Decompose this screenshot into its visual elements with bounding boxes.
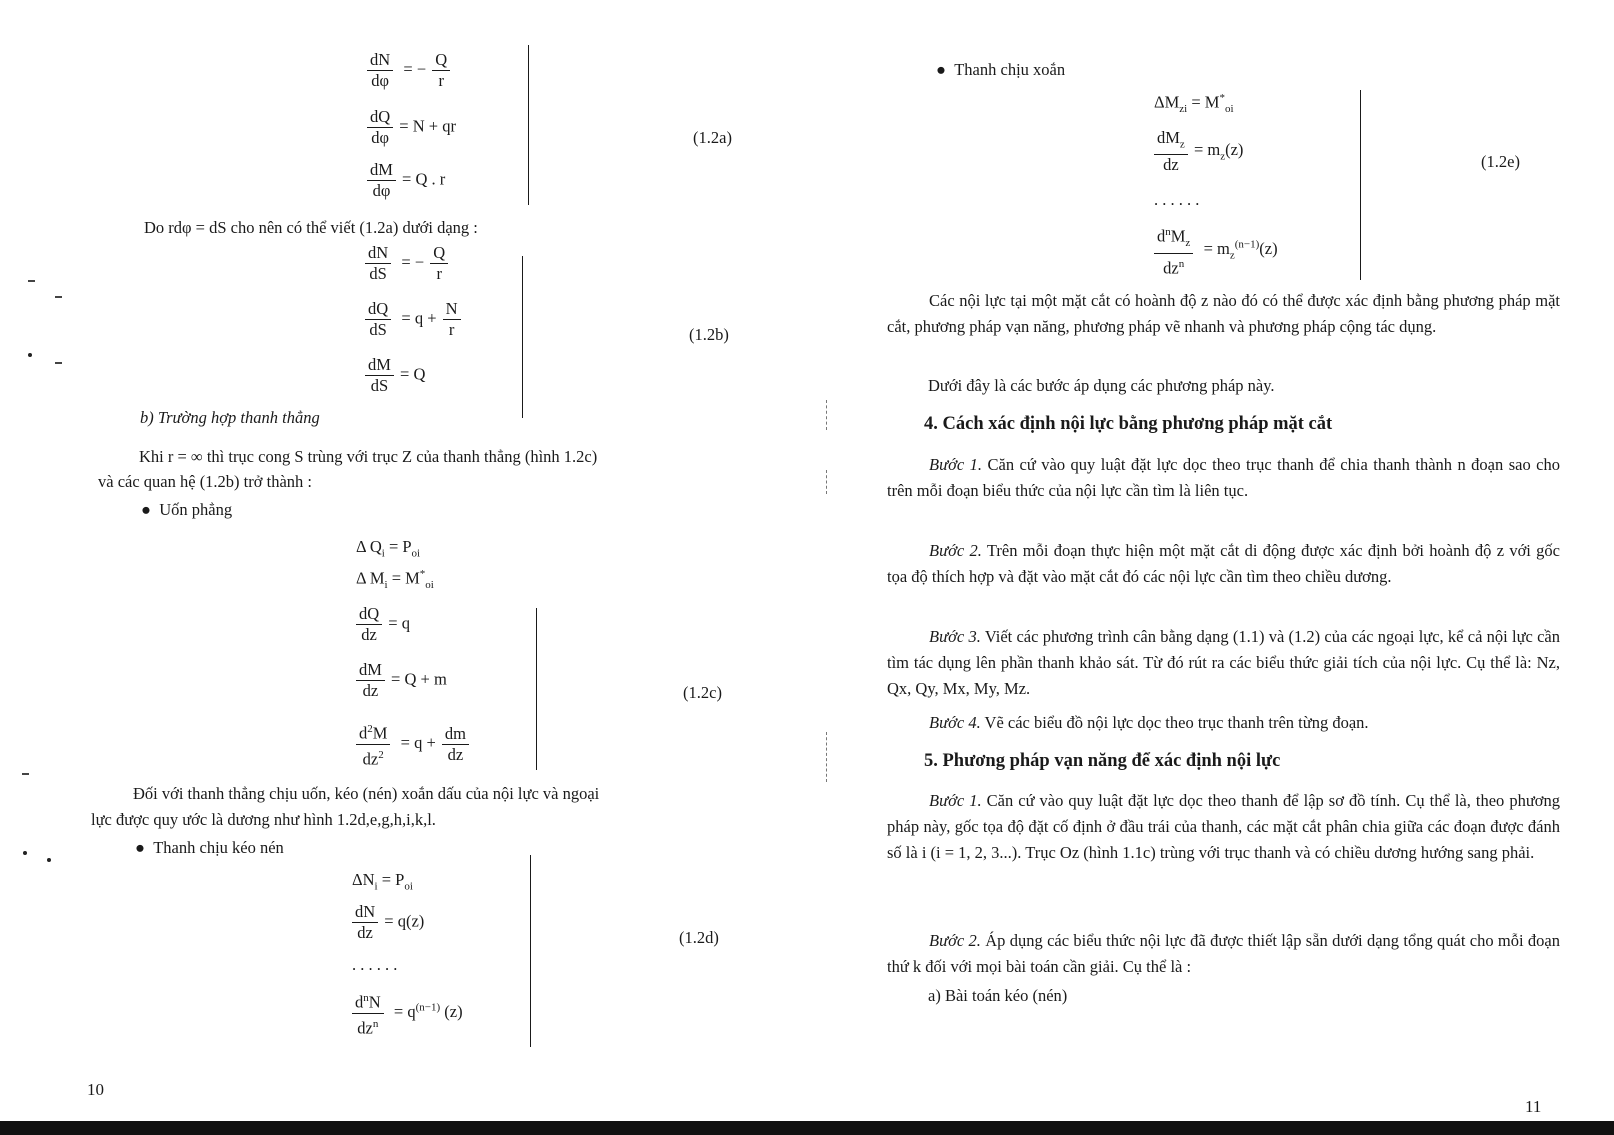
scan-speck (28, 353, 32, 357)
page-number: 11 (1525, 1097, 1542, 1116)
scan-speck (55, 296, 62, 298)
equation-label-1-2e: (1.2e) (1481, 152, 1520, 171)
bullet-icon: ● (135, 838, 145, 857)
equation-brace (530, 855, 541, 1047)
equation-1-2d-dots: . . . . . . (352, 955, 398, 974)
step-paragraph: Bước 2. Áp dụng các biểu thức nội lực đã được thiết lập sẵn dưới dạng tổng quát cho mỗi đoạn thứ k đối với mọi bài toán cần giải. Cụ thể là : (887, 931, 1560, 976)
paragraph-line: và các quan hệ (1.2b) trở thành : (98, 472, 312, 491)
step-paragraph: Bước 1. Căn cứ vào quy luật đặt lực dọc theo trục thanh để chia thanh thành n đoạn sao cho trên mỗi đoạn biểu thức của nội lực cần tìm là liên tục. (887, 455, 1560, 500)
scan-bottom-edge (0, 1121, 1614, 1135)
paragraph-line: Đối với thanh thẳng chịu uốn, kéo (nén) xoắn dấu của nội lực và ngoại (133, 784, 600, 803)
equation-label-1-2c: (1.2c) (683, 683, 722, 702)
equation-1-2a-line-3: $\frac{dM}{d\varphi}$ = Q . r (365, 160, 445, 201)
scan-speck (23, 851, 27, 855)
subheading-straight-bar: b) Trường hợp thanh thẳng (140, 408, 320, 427)
equation-1-2e-pre: $\Delta M_{zi} = M^*_{oi}$ (1154, 92, 1234, 115)
bullet-item: ● Thanh chịu kéo nén (135, 838, 284, 857)
paragraph: Dưới đây là các bước áp dụng các phương pháp này. (928, 376, 1275, 395)
section-heading-4: 4. Cách xác định nội lực bằng phương pháp mặt cắt (924, 414, 1333, 434)
transition-text: Do rdφ = dS cho nên có thể viết (1.2a) dưới dạng : (144, 218, 478, 237)
section-heading-5: 5. Phương pháp vạn năng để xác định nội lực (924, 751, 1281, 771)
equation-label-1-2d: (1.2d) (679, 928, 719, 947)
equation-1-2e-line-1: $\frac{dM_z}{dz}$ = $m_z(z)$ (1152, 128, 1243, 175)
scan-speck (55, 362, 62, 364)
bullet-icon: ● (141, 500, 151, 519)
paragraph-line: lực được quy ước là dương như hình 1.2d,e,g,h,i,k,l. (91, 810, 436, 829)
equation-label-1-2a: (1.2a) (693, 128, 732, 147)
equation-1-2e-line-2: $\frac{d^nM_z}{dz^n}$ = $m_z^{(n-1)}(z)$ (1152, 222, 1278, 278)
equation-1-2e-dots: . . . . . . (1154, 190, 1200, 209)
equation-brace (536, 608, 547, 770)
step-paragraph: Bước 1. Căn cứ vào quy luật đặt lực dọc theo thanh để lập sơ đồ tính. Cụ thể là, theo phương pháp này, gốc tọa độ đặt cố định ở đầu trái của thanh, các mặt cắt phân chia giữa các đoạn được đánh số là i (i = 1, 2, 3...). Trục Oz (hình 1.1c) trùng với trục thanh và có chiều dương hướng sang phải. (887, 791, 1560, 862)
step-paragraph: Bước 3. Viết các phương trình cân bằng dạng (1.1) và (1.2) của các ngoại lực, kể cả nội lực cần tìm tác dụng lên phần thanh khảo sát. Từ đó rút ra các biểu thức giải tích của nội lực. Cụ thể là: Nz, Qx, Qy, Mx, My, Mz. (887, 627, 1561, 698)
scan-speck (47, 858, 51, 862)
sub-item: a) Bài toán kéo (nén) (928, 986, 1068, 1005)
equation-1-2d-line-1: $\frac{dN}{dz}$ = q(z) (350, 902, 424, 943)
left-page (0, 0, 800, 1135)
equation-brace (528, 45, 539, 205)
bullet-item: ● Uốn phẳng (141, 500, 233, 519)
step-paragraph: Bước 4. Vẽ các biểu đồ nội lực dọc theo trục thanh trên từng đoạn. (929, 713, 1369, 732)
equation-1-2b-line-3: $\frac{dM}{dS}$ = Q (363, 355, 425, 396)
equation-1-2a-line-2: $\frac{dQ}{d\varphi}$ = N + qr (365, 107, 456, 148)
equation-1-2d-pre: $\Delta N_i = P_{oi}$ (352, 870, 413, 893)
bullet-icon: ● (936, 60, 946, 79)
paragraph-line: Khi r = ∞ thì trục cong S trùng với trục Z của thanh thẳng (hình 1.2c) (139, 447, 598, 466)
equation-1-2a-line-1: $\frac{dN}{d\varphi}$ = − $\frac{Q}{r}$ (365, 50, 452, 91)
equation-label-1-2b: (1.2b) (689, 325, 729, 344)
equation-1-2c-line-2: $\frac{dM}{dz}$ = Q + m (354, 660, 447, 701)
scan-speck (28, 280, 35, 282)
equation-brace (522, 256, 533, 418)
equation-1-2b-line-1: $\frac{dN}{dS}$ = − $\frac{Q}{r}$ (363, 243, 450, 284)
equation-1-2c-line-3: $\frac{d^2M}{dz^2}$ = q + $\frac{dm}{dz}$ (354, 719, 471, 769)
equation-1-2c-pre-1: Δ $Q_i = P_{oi}$ (356, 537, 421, 560)
equation-1-2d-line-2: $\frac{d^nN}{dz^n}$ = $q^{(n-1)}$ (z) (350, 988, 463, 1038)
equation-1-2b-line-2: $\frac{dQ}{dS}$ = q + $\frac{N}{r}$ (363, 299, 463, 340)
step-paragraph: Bước 2. Trên mỗi đoạn thực hiện một mặt cắt di động được xác định bởi hoành độ z với gốc tọa độ thích hợp và đặt vào mặt cắt đó các nội lực cần tìm theo chiều dương. (887, 541, 1560, 586)
right-page (800, 0, 1614, 1135)
equation-brace (1360, 90, 1371, 280)
equation-1-2c-line-1: $\frac{dQ}{dz}$ = q (354, 604, 410, 645)
equation-1-2c-pre-2: Δ $M_i = M^*_{oi}$ (356, 568, 434, 591)
page-number: 10 (87, 1080, 104, 1099)
scan-speck (22, 773, 29, 775)
paragraph: Các nội lực tại một mặt cắt có hoành độ z nào đó có thể được xác định bằng phương pháp mặt cắt, phương pháp vạn năng, phương pháp vẽ nhanh và phương pháp cộng tác dụng. (887, 291, 1560, 336)
bullet-item: ● Thanh chịu xoắn (936, 60, 1066, 79)
